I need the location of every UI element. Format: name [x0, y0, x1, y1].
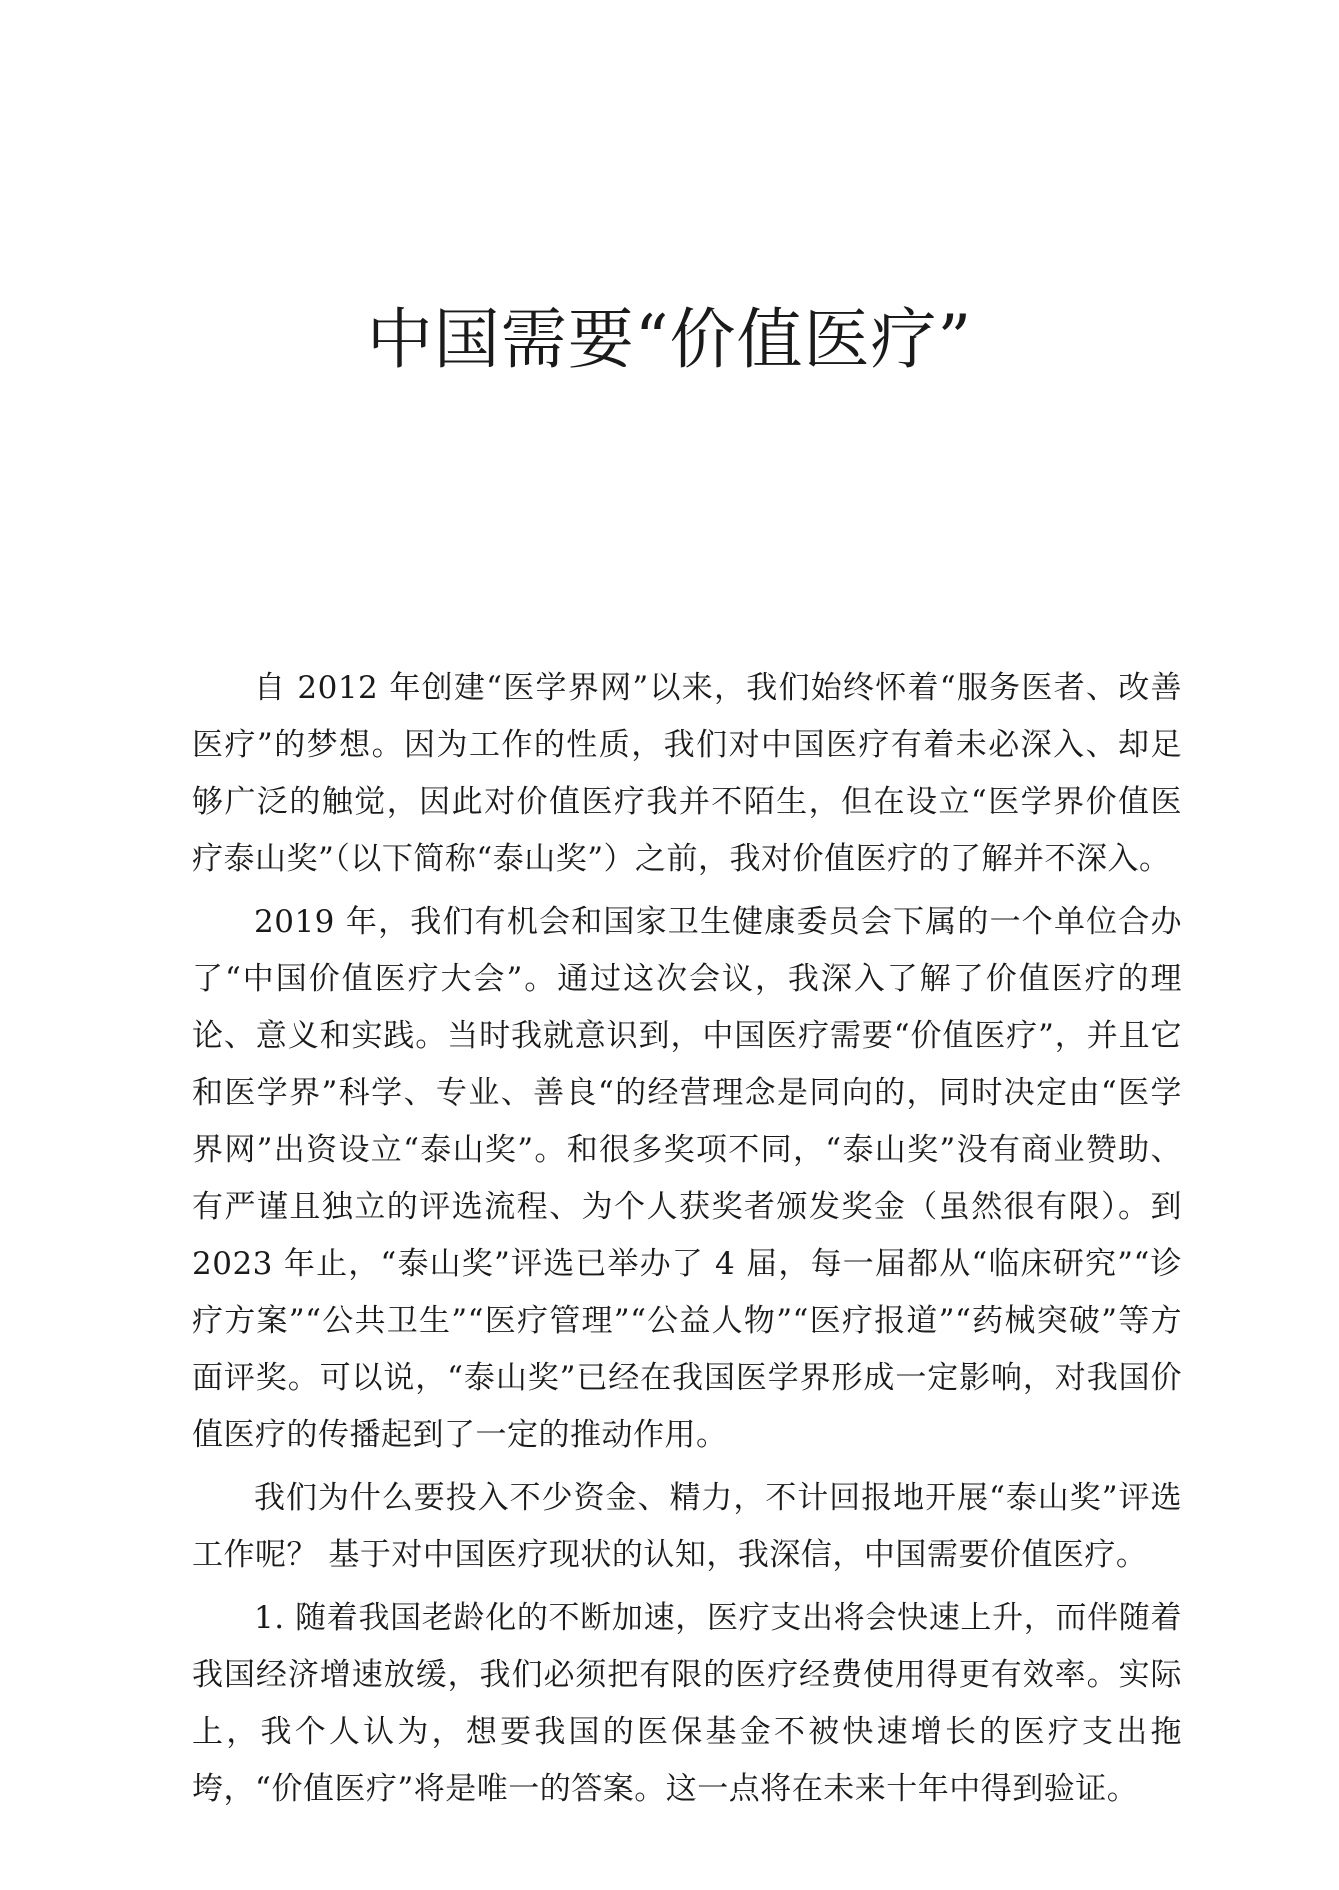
paragraph-2: 2019 年，我们有机会和国家卫生健康委员会下属的一个单位合办了“中国价值医疗大会”。通过这次会议，我深入了解了价值医疗的理论、意义和实践。当时我就意识到，中国医疗需要“价值医疗”，并且它和医学界”科学、专业、善良“的经营理念是同向的，同时决定由“医学界网”出资设立“泰山奖”。和很多奖项不同，“泰山奖”没有商业赞助、有严谨且独立的评选流程、为个人获奖者颁发奖金（虽然很有限）。到 2023 年止，“泰山奖”评选已举办了 4 届，每一届都从“临床研究”“诊疗方案”“公共卫生”“医疗管理”“公益人物”“医疗报道”“药械突破”等方面评奖。可以说，“泰山奖”已经在我国医学界形成一定影响，对我国价值医疗的传播起到了一定的推动作用。 [192, 904, 1182, 1453]
body-text [192, 660, 1182, 1824]
paragraph-4: 1. 随着我国老龄化的不断加速，医疗支出将会快速上升，而伴随着我国经济增速放缓，我们必须把有限的医疗经费使用得更有效率。实际上，我个人认为，想要我国的医保基金不被快速增长的医疗支出拖垮，“价值医疗”将是唯一的答案。这一点将在未来十年中得到验证。 [192, 1600, 1182, 1807]
page-title: 中国需要“价值医疗” [366, 301, 973, 378]
paragraph-1: 自 2012 年创建“医学界网”以来，我们始终怀着“服务医者、改善医疗”的梦想。因为工作的性质，我们对中国医疗有着未必深入、却足够广泛的触觉，因此对价值医疗我并不陌生，但在设立“医学界价值医疗泰山奖”（以下简称“泰山奖”）之前，我对价值医疗的了解并不深入。 [192, 670, 1182, 877]
paragraph-3: 我们为什么要投入不少资金、精力，不计回报地开展“泰山奖”评选工作呢？ 基于对中国医疗现状的认知，我深信，中国需要价值医疗。 [192, 1480, 1182, 1573]
